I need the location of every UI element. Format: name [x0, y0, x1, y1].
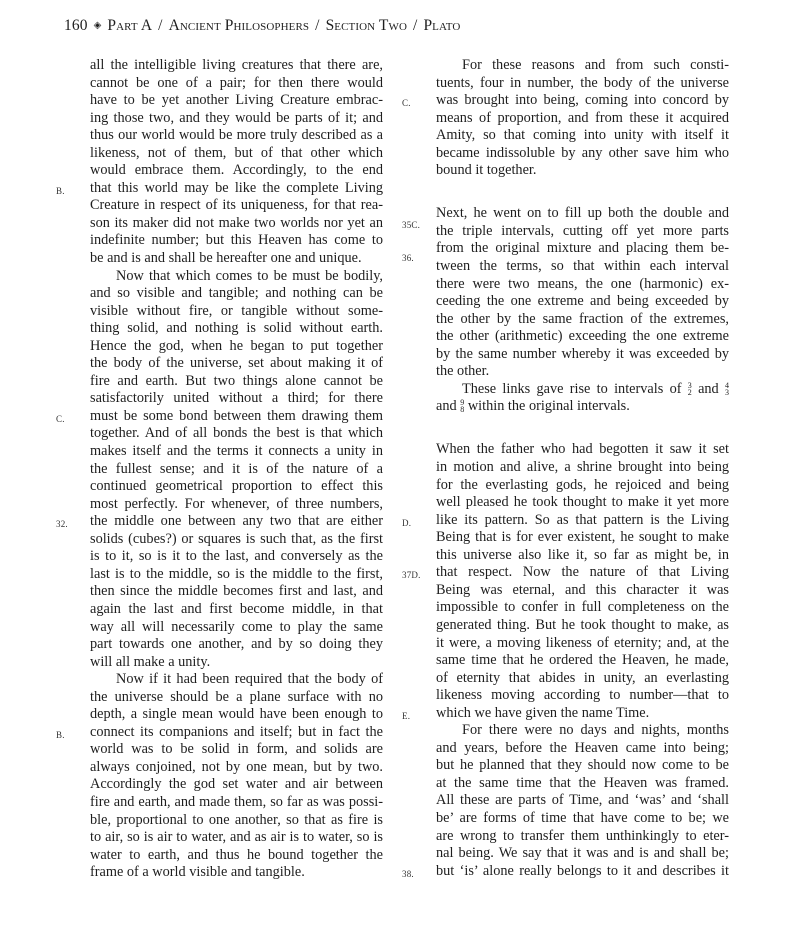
text-line: [436, 494, 729, 512]
line-text: for the everlasting gods, he rejoiced and being: [436, 476, 729, 493]
paragraph-gap: [436, 180, 729, 198]
line-text: water to earth, and thus he bound together the: [90, 846, 383, 863]
text-line: [436, 162, 729, 180]
text-line: [90, 496, 383, 514]
text-line: [56, 513, 383, 531]
fraction-four-thirds: 4 3: [725, 380, 729, 397]
line-text: Hence the god, when he began to put together: [90, 337, 383, 354]
stephanus-margin-ref: 38.: [402, 868, 414, 879]
text-line: [90, 373, 383, 391]
running-header: [64, 17, 460, 35]
line-text: be and is and shall be hereafter one and unique.: [90, 250, 362, 267]
line-text: became indissoluble by any other save him who: [436, 144, 729, 161]
line-text: Being that is for ever existent, he sought to make: [436, 529, 729, 546]
line-text: bound it together.: [436, 162, 537, 179]
text-span: and: [698, 380, 719, 397]
text-line: [90, 531, 383, 549]
text-line: [90, 232, 383, 250]
text-line: [402, 92, 729, 110]
text-line: [436, 828, 729, 846]
text-line: [90, 654, 383, 672]
line-text: there were two means, the one (harmonic) ex-: [436, 275, 729, 292]
text-line: [90, 583, 383, 601]
text-line: [90, 478, 383, 496]
line-text: well pleased he took thought to make it yet more: [436, 494, 729, 511]
line-text: that respect. Now the nature of that Living: [436, 564, 729, 581]
stephanus-margin-ref: B.: [56, 729, 65, 740]
text-line: [90, 741, 383, 759]
text-line: [90, 390, 383, 408]
text-line: [90, 566, 383, 584]
line-text: the body of the universe, set about making it of: [90, 355, 383, 372]
line-text: last is to the middle, so is the middle to the first,: [90, 565, 383, 582]
text-line: [90, 619, 383, 637]
text-line: [436, 57, 729, 75]
text-line: [90, 303, 383, 321]
line-text: solids (cubes?) or squares is such that, as the first: [90, 530, 383, 547]
stephanus-margin-ref: 35C.: [402, 219, 421, 230]
line-text: thus our world would be more truly described as a: [90, 127, 383, 144]
line-text: means of proportion, and from these it acquired: [436, 109, 729, 126]
paragraph-time: [402, 441, 729, 880]
stephanus-margin-ref: C.: [56, 413, 65, 424]
line-text: at the same time that the Heaven was framed.: [436, 774, 729, 791]
stephanus-margin-ref: C.: [402, 98, 411, 109]
text-line: [90, 759, 383, 777]
text-line: [90, 162, 383, 180]
breadcrumb-separator: /: [158, 17, 163, 34]
line-text: was brought into being, coming into concord by: [436, 92, 729, 109]
line-text: likeness moving according to number—that to: [436, 687, 729, 704]
text-line: [436, 363, 729, 381]
paragraph-four-constituents: [402, 57, 729, 180]
text-line: [90, 285, 383, 303]
line-text: must be some bond between them drawing them: [90, 407, 383, 424]
line-text: in motion and alive, a shrine brought into being: [436, 459, 729, 476]
text-line: [436, 529, 729, 547]
line-text: again the last and first become middle, in that: [90, 600, 383, 617]
text-line: [90, 706, 383, 724]
text-line: [402, 564, 729, 582]
text-line: [90, 425, 383, 443]
line-text: that this world may be like the complete Living: [90, 179, 383, 196]
text-line: [436, 757, 729, 775]
text-line: [90, 601, 383, 619]
line-text: fire and earth. But two things alone cannot be: [90, 372, 383, 389]
text-line: [436, 293, 729, 311]
line-text: most perfectly. For whenever, of three numbers,: [90, 495, 383, 512]
text-line: [436, 635, 729, 653]
line-text: ble, proportional to one another, so that as fire is: [90, 811, 383, 828]
text-line: [56, 179, 383, 198]
text-line: [436, 145, 729, 163]
text-line: [436, 328, 729, 346]
text-line: [436, 258, 729, 276]
line-text: the other.: [436, 363, 490, 380]
line-text: tween the terms, so that within each interval: [436, 258, 729, 275]
breadcrumb-separator: /: [315, 17, 320, 34]
line-text: son its maker did not make two worlds nor yet an: [90, 214, 383, 231]
text-line: [90, 320, 383, 338]
stephanus-margin-ref: E.: [402, 710, 411, 721]
text-line: [90, 812, 383, 830]
text-line: [56, 407, 383, 426]
text-span: and: [436, 398, 457, 415]
line-text: connect its companions and itself; but in fact the: [90, 723, 383, 740]
text-line: [436, 346, 729, 364]
line-text: all the intelligible living creatures that there are,: [90, 57, 383, 73]
text-line: [90, 443, 383, 461]
line-text: it were, a moving likeness of eternity; and, at the: [436, 634, 729, 651]
line-text: the triple intervals, cutting off yet more parts: [436, 222, 729, 239]
text-line: [90, 671, 383, 689]
line-text: would embrace them. Accordingly, to the end: [90, 162, 383, 179]
text-line: [90, 829, 383, 847]
line-text: Accordingly the god set water and air between: [90, 776, 383, 793]
text-line: [436, 652, 729, 670]
paragraph-gap: [436, 433, 729, 441]
text-line: [90, 847, 383, 865]
text-line: [90, 75, 383, 93]
text-line: [436, 127, 729, 145]
text-line: [436, 617, 729, 635]
text-line: [90, 355, 383, 373]
line-text: way all will necessarily come to play the same: [90, 618, 383, 635]
text-line: [436, 582, 729, 600]
text-line: [436, 441, 729, 459]
text-line: [436, 792, 729, 810]
line-text: which we have given the name Time.: [436, 704, 650, 721]
line-text: be’ are forms of time that have come to be; we: [436, 809, 729, 826]
line-text: frame of a world visible and tangible.: [90, 864, 305, 881]
line-text: thing solid, and nothing is solid without earth.: [90, 320, 383, 337]
stephanus-margin-ref: D.: [402, 517, 412, 528]
line-text: For there were no days and nights, months: [462, 722, 729, 739]
line-text: this universe also like it, so far as might be, in: [436, 546, 729, 563]
line-text: When the father who had begotten it saw it set: [436, 441, 729, 458]
line-text: ing those two, and they would be parts of it; and: [90, 109, 383, 126]
text-line: [436, 599, 729, 617]
text-line: [90, 794, 383, 812]
text-line: [436, 75, 729, 93]
line-text: and years, before the Heaven came into being;: [436, 739, 729, 756]
line-text: cannot be one of a pair; for then there would: [90, 74, 383, 91]
line-text: Creature in respect of its uniqueness, for that rea-: [90, 197, 383, 214]
text-line: [436, 205, 729, 223]
line-text: of eternity that abides in unity, an everlasting: [436, 669, 729, 686]
text-line: [90, 689, 383, 707]
text-line: [436, 740, 729, 758]
line-text: depth, a single mean would have been enough to: [90, 706, 383, 723]
line-text: continued geometrical proportion to effect this: [90, 478, 383, 495]
line-text: by the same number whereby it was exceeded by: [436, 345, 729, 362]
text-line: [436, 845, 729, 863]
left-column: [56, 57, 383, 882]
text-line: [90, 776, 383, 794]
line-text: are wrong to transfer them unthinkingly to eter-: [436, 827, 729, 844]
line-text: Amity, so that coming into unity with itself it: [436, 127, 729, 144]
text-line: [402, 511, 729, 530]
breadcrumb-separator: /: [413, 17, 418, 34]
line-text: Being was eternal, and this character it was: [436, 581, 729, 598]
line-text: same time that he ordered the Heaven, he made,: [436, 652, 729, 669]
line-text: nal being. We say that it was and is and shall be;: [436, 845, 729, 862]
breadcrumb-category: Ancient Philosophers: [168, 17, 310, 34]
line-text: then since the middle becomes first and last, and: [90, 583, 383, 600]
line-text: together. And of all bonds the best is that which: [90, 425, 383, 442]
right-column: [402, 57, 729, 880]
text-line: [56, 723, 383, 742]
line-text: the other by the same fraction of the extremes,: [436, 310, 729, 327]
text-line: [436, 547, 729, 565]
text-line: [90, 197, 383, 215]
line-text: makes itself and the terms it connects a unity in: [90, 443, 383, 460]
line-text: is to it, so is it to the last, and conversely as the: [90, 548, 383, 565]
text-line: [436, 311, 729, 329]
text-line: [90, 864, 383, 882]
text-line: [402, 240, 729, 264]
line-text: indefinite number; but this Heaven has come to: [90, 232, 383, 249]
text-line: [402, 704, 729, 723]
text-line: [90, 145, 383, 163]
paragraph-intervals: [402, 205, 729, 380]
line-text: generated thing. But he took thought to make, as: [436, 616, 729, 633]
paragraph-gap: [436, 416, 729, 434]
text-line: [90, 92, 383, 110]
text-line: [436, 398, 729, 416]
line-text: from the original mixture and placing them be-: [436, 240, 729, 257]
line-text: part towards one another, and by so doing they: [90, 636, 383, 653]
paragraph-gap: [436, 197, 729, 205]
line-text: to air, so is air to water, and as air is to water, so is: [90, 829, 383, 846]
text-line: [90, 636, 383, 654]
text-line: [90, 548, 383, 566]
line-text: have to be yet another Living Creature embrac-: [90, 92, 383, 109]
stephanus-margin-ref: 37D.: [402, 570, 421, 581]
text-line: [402, 862, 729, 881]
fraction-three-halves: 3 2: [687, 380, 692, 397]
stephanus-margin-ref: 32.: [56, 519, 68, 530]
text-line: [402, 219, 729, 241]
stephanus-margin-ref: B.: [56, 185, 65, 196]
line-text: fire and earth, and made them, so far as was possi-: [90, 793, 383, 810]
text-line: [436, 477, 729, 495]
line-text: For these reasons and from such consti-: [462, 57, 729, 73]
line-text: ceeding the one extreme and being exceeded by: [436, 293, 729, 310]
text-line: [90, 338, 383, 356]
line-text: tuents, four in number, the body of the universe: [436, 74, 729, 91]
text-line: [436, 722, 729, 740]
line-text: Next, he went on to fill up both the double and: [436, 205, 729, 222]
text-line: [90, 127, 383, 145]
line-text: the other (arithmetic) exceeding the one extreme: [436, 328, 729, 345]
breadcrumb-author: Plato: [423, 17, 461, 34]
fraction-nine-eighths: 9 8: [460, 398, 465, 415]
breadcrumb-part: Part A: [107, 17, 153, 34]
text-line: [436, 276, 729, 294]
line-text: likeness, not of them, but of that other which: [90, 144, 383, 161]
line-text: Now that which comes to be must be bodily,: [116, 267, 383, 284]
line-text: world was to be solid in form, and solids are: [90, 741, 383, 758]
text-line: [436, 670, 729, 688]
line-text: impossible to confer in full completeness on the: [436, 599, 729, 616]
line-text: Now if it had been required that the body of: [116, 671, 383, 688]
text-line: [90, 268, 383, 286]
text-line: [436, 110, 729, 128]
line-text: always conjoined, not by one mean, but by two.: [90, 758, 383, 775]
line-text: will all make a unity.: [90, 653, 211, 670]
page-number: 160: [64, 17, 88, 34]
line-text: the middle one between any two that are either: [90, 513, 383, 530]
text-line: [436, 810, 729, 828]
line-text: but he planned that they should now come to be: [436, 757, 729, 774]
text-line: [436, 687, 729, 705]
diamond-ornament-icon: ◈: [93, 20, 102, 31]
breadcrumb-section: Section Two: [325, 17, 408, 34]
line-text: the fullest sense; and it is of the nature of a: [90, 460, 383, 477]
text-line: [90, 250, 383, 268]
line-text: the universe should be a plane surface with no: [90, 688, 383, 705]
text-line: [90, 110, 383, 128]
text-span: within the original intervals.: [467, 398, 630, 415]
stephanus-margin-ref: 36.: [402, 253, 414, 264]
text-line: [90, 57, 383, 75]
line-text: and so visible and tangible; and nothing can be: [90, 285, 383, 302]
line-text: satisfactorily united without a third; for there: [90, 390, 383, 407]
text-line: [436, 459, 729, 477]
text-line: [90, 215, 383, 233]
text-span: These links gave rise to intervals of: [462, 380, 682, 397]
text-line: [90, 461, 383, 479]
line-text: visible without fire, or tangible without some-: [90, 302, 383, 319]
line-text: All these are parts of Time, and ‘was’ and ‘shall: [436, 792, 729, 809]
line-text: but ‘is’ alone really belongs to it and describes it: [436, 862, 729, 879]
text-line: [436, 775, 729, 793]
line-text: like its pattern. So as that pattern is the Living: [436, 511, 729, 528]
text-line: [436, 381, 729, 399]
